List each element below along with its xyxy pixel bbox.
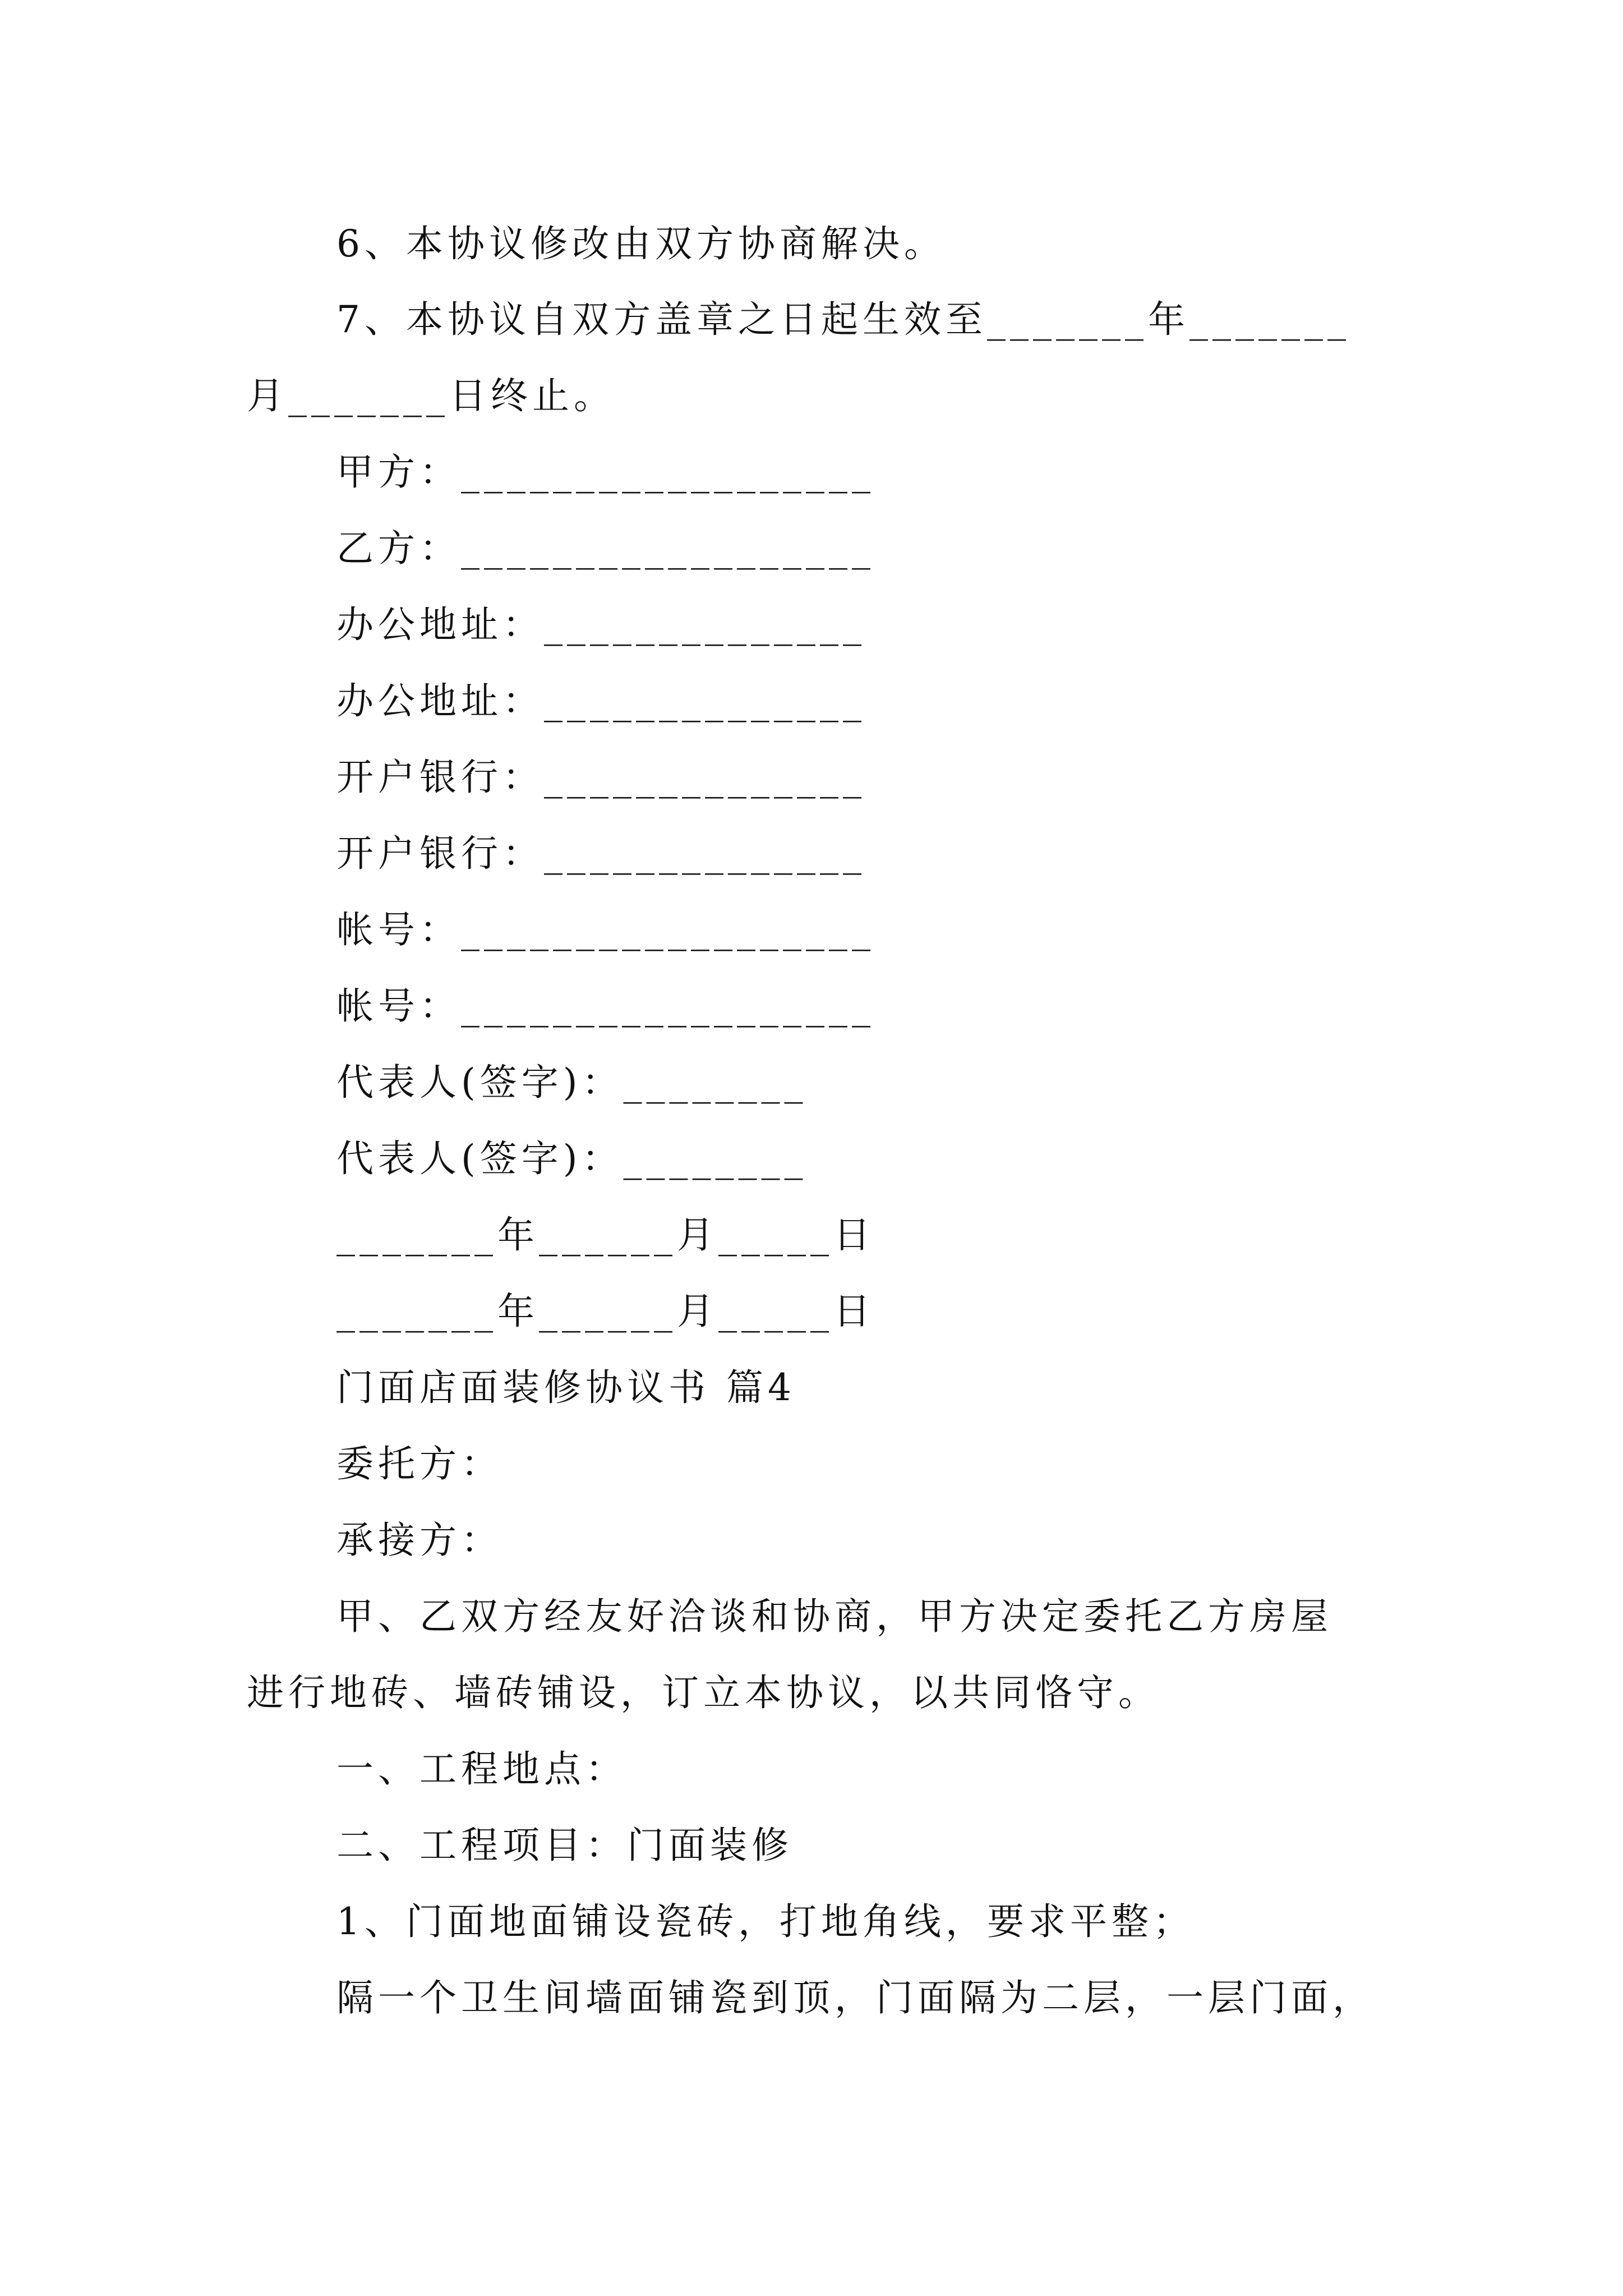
representative-signature-field: 代表人(签字)：________ (336, 1137, 808, 1180)
party-b-field: 乙方：__________________ (336, 527, 875, 570)
clause-7-continued: 月_______日终止。 (247, 374, 615, 417)
representative-signature-field: 代表人(签字)：________ (336, 1061, 808, 1104)
paragraph-intro: 甲、乙双方经友好洽谈和协商，甲方决定委托乙方房屋 (336, 1595, 1332, 1638)
project-item-1: 1、门面地面铺设瓷砖，打地角线，要求平整； (336, 1900, 1195, 1943)
project-location: 一、工程地点： (336, 1747, 627, 1791)
date-field: _______年______月_____日 (336, 1290, 875, 1333)
office-address-field: 办公地址：______________ (336, 679, 866, 723)
date-field: _______年______月_____日 (336, 1213, 875, 1257)
bank-field: 开户银行：______________ (336, 756, 866, 799)
client-field: 委托方： (336, 1442, 502, 1485)
section-heading: 门面店面装修协议书 篇4 (336, 1366, 796, 1409)
clause-7: 7、本协议自双方盖章之日起生效至_______年_______ (336, 298, 1350, 341)
account-field: 帐号：__________________ (336, 984, 875, 1028)
project-items: 二、工程项目：门面装修 (336, 1824, 793, 1867)
contractor-field: 承接方： (336, 1519, 502, 1562)
bank-field: 开户银行：______________ (336, 832, 866, 875)
project-item-1-continued: 隔一个卫生间墙面铺瓷到顶，门面隔为二层，一层门面， (336, 1976, 1374, 2019)
party-a-field: 甲方：__________________ (336, 450, 875, 494)
account-field: 帐号：__________________ (336, 908, 875, 951)
office-address-field: 办公地址：______________ (336, 603, 866, 646)
clause-6: 6、本协议修改由双方协商解决。 (336, 222, 946, 265)
paragraph-intro-continued: 进行地砖、墙砖铺设，订立本协议，以共同恪守。 (247, 1671, 1160, 1714)
